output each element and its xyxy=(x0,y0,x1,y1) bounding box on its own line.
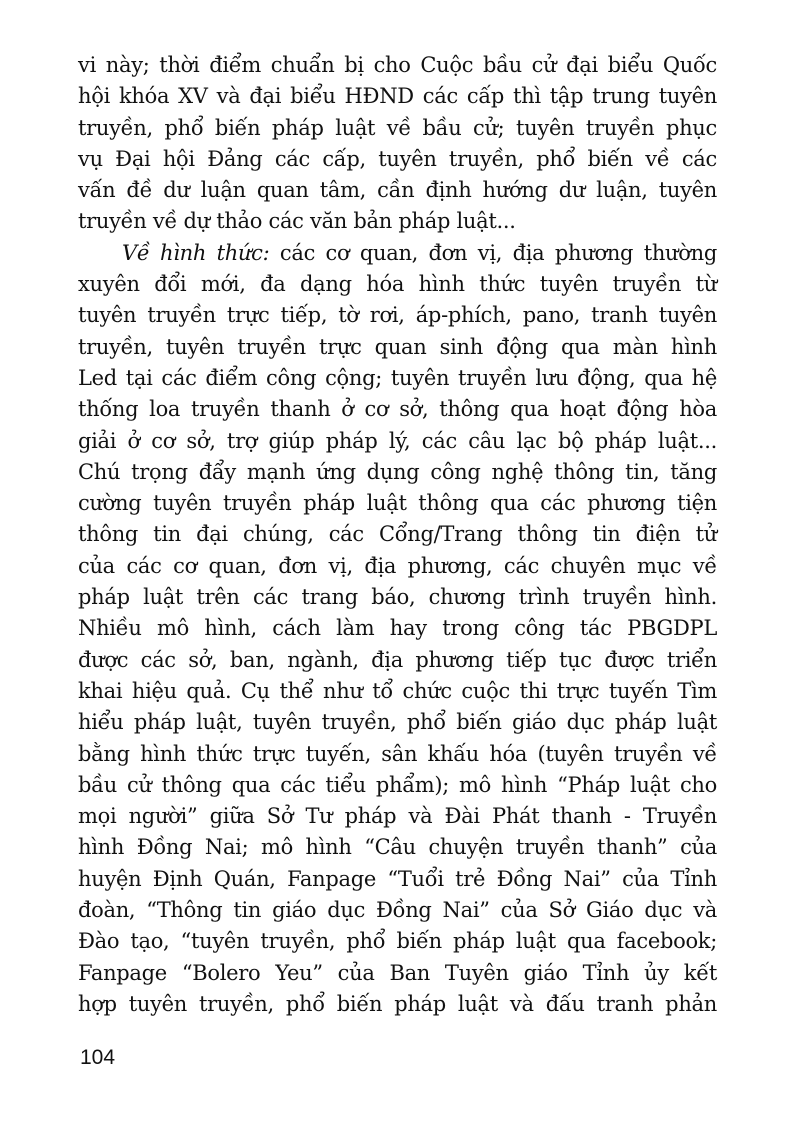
text-line: pháp luật trên các trang báo, chương trình truyền hình. xyxy=(78,585,717,610)
text-line: thông tin đại chúng, các Cổng/Trang thông tin điện tử xyxy=(78,522,717,547)
text-line: hội khóa XV và đại biểu HĐND các cấp thì tập trung tuyên xyxy=(78,84,717,109)
text-line: hợp tuyên truyền, phổ biến pháp luật và đấu tranh phản xyxy=(78,991,717,1016)
text-line: đoàn, “Thông tin giáo dục Đồng Nai” của Sở Giáo dục và xyxy=(78,898,717,923)
text-line: được các sở, ban, ngành, địa phương tiếp tục được triển xyxy=(78,647,717,672)
body-text xyxy=(78,50,717,1020)
text-line: Led tại các điểm công cộng; tuyên truyền lưu động, qua hệ xyxy=(78,365,717,390)
text-line: giải ở cơ sở, trợ giúp pháp lý, các câu lạc bộ pháp luật... xyxy=(78,428,717,453)
text-line: Nhiều mô hình, cách làm hay trong công tác PBGDPL xyxy=(78,616,717,641)
text-line: Chú trọng đẩy mạnh ứng dụng công nghệ thông tin, tăng xyxy=(78,459,717,484)
line-text: các cơ quan, đơn vị, địa phương thường xyxy=(269,240,717,265)
text-line: Đào tạo, “tuyên truyền, phổ biến pháp luật qua facebook; xyxy=(78,929,717,954)
page-number: 104 xyxy=(80,1046,116,1069)
italic-lead: Về hình thức: xyxy=(122,240,270,265)
text-line: huyện Định Quán, Fanpage “Tuổi trẻ Đồng Nai” của Tỉnh xyxy=(78,866,717,891)
text-line: khai hiệu quả. Cụ thể như tổ chức cuộc thi trực tuyến Tìm xyxy=(78,678,717,703)
text-line: hình Đồng Nai; mô hình “Câu chuyện truyền thanh” của xyxy=(78,835,717,860)
text-line xyxy=(78,238,717,269)
text-line: vi này; thời điểm chuẩn bị cho Cuộc bầu cử đại biểu Quốc xyxy=(78,53,717,77)
text-line: cường tuyên truyền pháp luật thông qua các phương tiện xyxy=(78,491,717,516)
text-line: truyền về dự thảo các văn bản pháp luật... xyxy=(78,209,516,234)
text-line: tuyên truyền trực tiếp, tờ rơi, áp-phích, pano, tranh tuyên xyxy=(78,303,717,328)
text-line: mọi người” giữa Sở Tư pháp và Đài Phát thanh - Truyền xyxy=(78,804,717,829)
text-line: vấn đề dư luận quan tâm, cần định hướng dư luận, tuyên xyxy=(78,178,717,203)
text-line: vụ Đại hội Đảng các cấp, tuyên truyền, phổ biến về các xyxy=(78,146,717,171)
text-line: của các cơ quan, đơn vị, địa phương, các chuyên mục về xyxy=(78,553,717,578)
text-line: bằng hình thức trực tuyến, sân khấu hóa (tuyên truyền về xyxy=(78,741,717,766)
text-line: truyền, tuyên truyền trực quan sinh động qua màn hình xyxy=(78,334,717,359)
text-line: truyền, phổ biến pháp luật về bầu cử; tuyên truyền phục xyxy=(78,115,717,140)
text-line: Fanpage “Bolero Yeu” của Ban Tuyên giáo Tỉnh ủy kết xyxy=(78,960,717,985)
text-line: thống loa truyền thanh ở cơ sở, thông qua hoạt động hòa xyxy=(78,397,717,422)
text-line: hiểu pháp luật, tuyên truyền, phổ biến giáo dục pháp luật xyxy=(78,710,717,735)
text-line: xuyên đổi mới, đa dạng hóa hình thức tuyên truyền từ xyxy=(78,272,717,297)
text-line: bầu cử thông qua các tiểu phẩm); mô hình “Pháp luật cho xyxy=(78,772,717,797)
